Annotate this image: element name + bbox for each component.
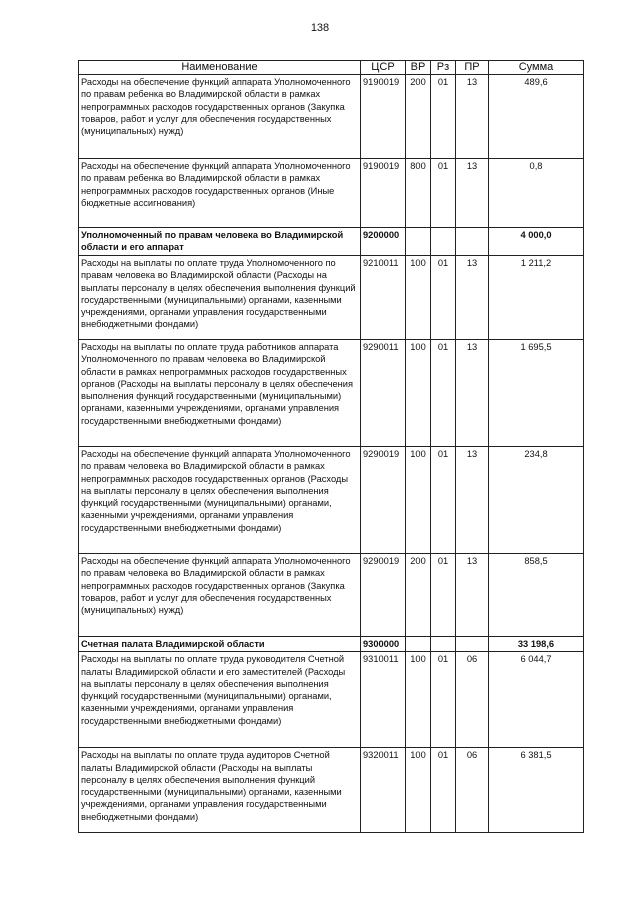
row-sum: 6 381,5: [489, 748, 584, 833]
row-rz: [431, 637, 456, 652]
table-row: [79, 637, 584, 652]
row-pr: [456, 228, 489, 256]
row-pr: 13: [456, 447, 489, 554]
row-name: Расходы на выплаты по оплате труда работников аппарата Уполномоченного по правам человека во Владимирской области в рамках непрограммных расходов государственных органов (Расходы на выплаты персоналу в целях обеспечения выполнения функций государственными (муниципальными) органами, казенными учреждениями, органами управления государственными внебюджетными фондами): [79, 340, 361, 447]
row-pr: 13: [456, 340, 489, 447]
row-pr: 06: [456, 748, 489, 833]
row-sum: 6 044,7: [489, 652, 584, 748]
row-sum: 234,8: [489, 447, 584, 554]
row-name: Расходы на выплаты по оплате труда руководителя Счетной палаты Владимирской области и его заместителей (Расходы на выплаты персоналу в целях обеспечения выполнения функций государственными (муниципальными) органами, казенными учреждениями, органами управления государственными внебюджетными фондами): [79, 652, 361, 748]
table-row: [79, 447, 584, 554]
row-sum: 4 000,0: [489, 228, 584, 256]
row-vr: 100: [406, 256, 431, 340]
row-name: Расходы на обеспечение функций аппарата Уполномоченного по правам человека во Владимирской области в рамках непрограммных расходов государственных органов (Расходы на выплаты персоналу в целях обеспечения выполнения функций государственными (муниципальными) органами, казенными учреждениями, органами управления государственными внебюджетными фондами): [79, 447, 361, 554]
row-pr: 13: [456, 159, 489, 228]
row-rz: 01: [431, 447, 456, 554]
row-name: Счетная палата Владимирской области: [79, 637, 361, 652]
table-row: [79, 228, 584, 256]
row-name: Расходы на выплаты по оплате труда Уполномоченного по правам человека во Владимирской области (Расходы на выплаты персоналу в целях обеспечения выполнения функций государственными (муниципальными) органами, казенными учреждениями, органами управления государственными внебюджетными фондами): [79, 256, 361, 340]
row-vr: 800: [406, 159, 431, 228]
budget-table: [78, 60, 584, 833]
row-name: Расходы на обеспечение функций аппарата Уполномоченного по правам человека во Владимирской области в рамках непрограммных расходов государственных органов (Закупка товаров, работ и услуг для обеспечения государственных (муниципальных) нужд): [79, 554, 361, 637]
table-row: [79, 75, 584, 159]
row-sum: 1 695,5: [489, 340, 584, 447]
row-vr: 200: [406, 75, 431, 159]
table-row: [79, 340, 584, 447]
table-row: [79, 554, 584, 637]
row-rz: [431, 228, 456, 256]
row-name: Уполномоченный по правам человека во Владимирской области и его аппарат: [79, 228, 361, 256]
page-number: 138: [310, 22, 330, 34]
header-sum: Сумма: [489, 61, 584, 75]
row-rz: 01: [431, 340, 456, 447]
header-name: Наименование: [79, 61, 361, 75]
row-csr: 9320011: [361, 748, 406, 833]
row-rz: 01: [431, 748, 456, 833]
row-vr: 100: [406, 748, 431, 833]
row-vr: [406, 228, 431, 256]
table-row: [79, 748, 584, 833]
row-csr: 9190019: [361, 159, 406, 228]
header-pr: ПР: [456, 61, 489, 75]
row-csr: 9310011: [361, 652, 406, 748]
row-sum: 858,5: [489, 554, 584, 637]
row-csr: 9290019: [361, 554, 406, 637]
row-name: Расходы на обеспечение функций аппарата Уполномоченного по правам ребенка во Владимирской области в рамках непрограммных расходов государственных органов (Закупка товаров, работ и услуг для обеспечения государственных (муниципальных) нужд): [79, 75, 361, 159]
row-csr: 9290019: [361, 447, 406, 554]
row-pr: 06: [456, 652, 489, 748]
header-row: [79, 61, 584, 75]
row-csr: 9210011: [361, 256, 406, 340]
row-csr: 9290011: [361, 340, 406, 447]
row-vr: 200: [406, 554, 431, 637]
row-vr: 100: [406, 652, 431, 748]
row-rz: 01: [431, 554, 456, 637]
table-header: [79, 61, 584, 75]
row-rz: 01: [431, 75, 456, 159]
row-pr: [456, 637, 489, 652]
row-sum: 0,8: [489, 159, 584, 228]
row-pr: 13: [456, 75, 489, 159]
row-name: Расходы на выплаты по оплате труда аудиторов Счетной палаты Владимирской области (Расходы на выплаты персоналу в целях обеспечения выполнения функций государственными (муниципальными) органами, казенными учреждениями, органами управления государственными внебюджетными фондами): [79, 748, 361, 833]
row-rz: 01: [431, 159, 456, 228]
row-name: Расходы на обеспечение функций аппарата Уполномоченного по правам ребенка во Владимирской области в рамках непрограммных расходов государственных органов (Иные бюджетные ассигнования): [79, 159, 361, 228]
row-rz: 01: [431, 256, 456, 340]
row-csr: 9190019: [361, 75, 406, 159]
row-vr: 100: [406, 447, 431, 554]
header-vr: ВР: [406, 61, 431, 75]
table-row: [79, 159, 584, 228]
header-csr: ЦСР: [361, 61, 406, 75]
table-body: [79, 75, 584, 833]
row-rz: 01: [431, 652, 456, 748]
row-vr: 100: [406, 340, 431, 447]
row-csr: 9300000: [361, 637, 406, 652]
table-row: [79, 652, 584, 748]
row-csr: 9200000: [361, 228, 406, 256]
header-rz: Рз: [431, 61, 456, 75]
table-row: [79, 256, 584, 340]
row-sum: 33 198,6: [489, 637, 584, 652]
row-pr: 13: [456, 256, 489, 340]
row-pr: 13: [456, 554, 489, 637]
row-sum: 489,6: [489, 75, 584, 159]
row-vr: [406, 637, 431, 652]
row-sum: 1 211,2: [489, 256, 584, 340]
